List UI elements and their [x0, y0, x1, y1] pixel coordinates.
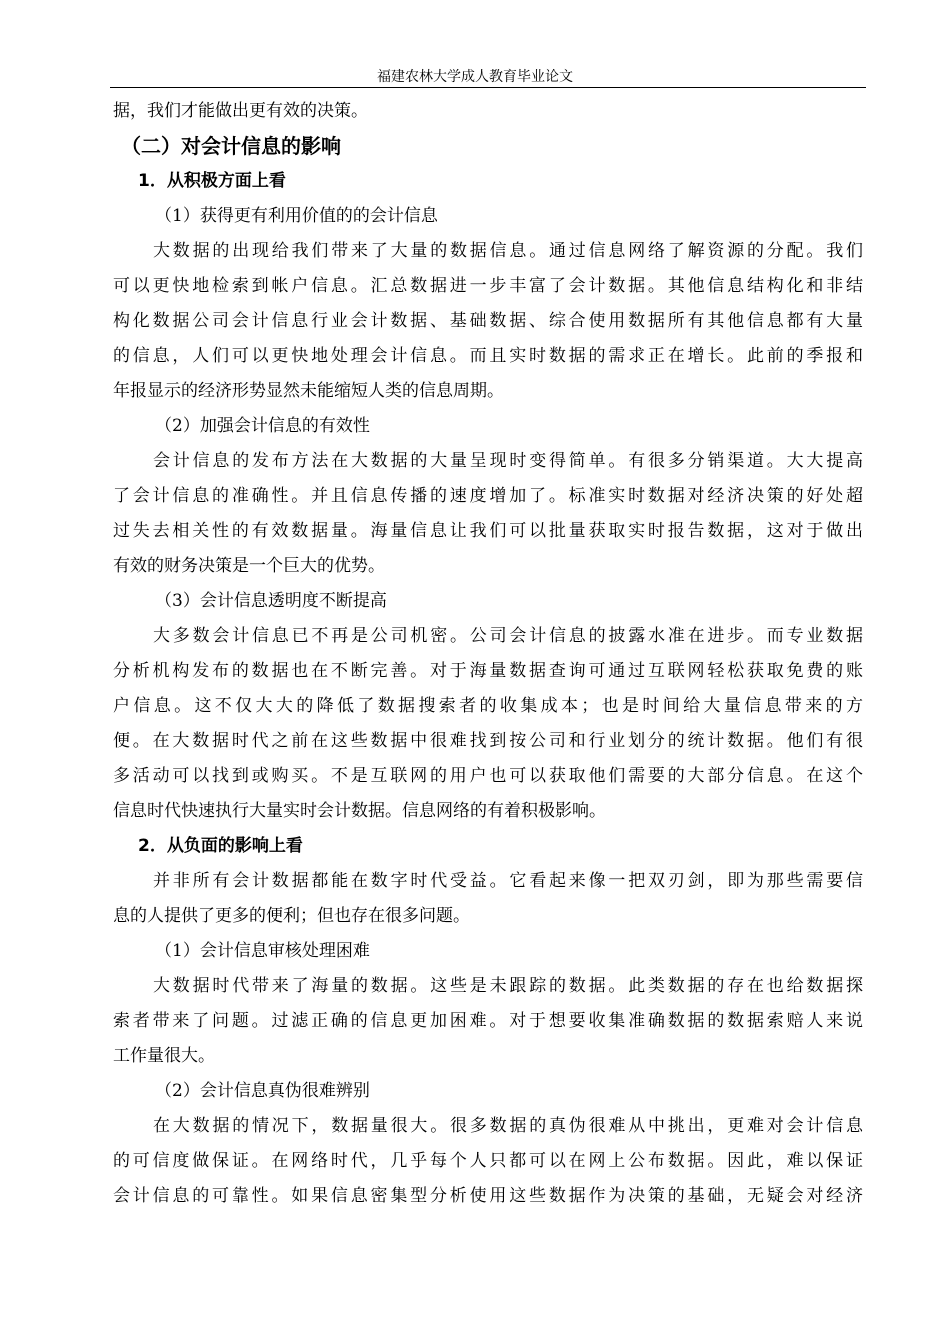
- heading-line: 2．从负面的影响上看: [138, 836, 303, 856]
- paragraph-line: 年报显示的经济形势显然未能缩短人类的信息周期。: [113, 381, 504, 401]
- header-rule: [110, 87, 866, 88]
- paragraph-line: 了会计信息的准确性。并且信息传播的速度增加了。标准实时数据对经济决策的好处超: [113, 486, 863, 506]
- paragraph-line: 的可信度做保证。在网络时代，几乎每个人只都可以在网上公布数据。因此，难以保证: [113, 1151, 863, 1171]
- paragraph-line: 并非所有会计数据都能在数字时代受益。它看起来像一把双刃剑，即为那些需要信: [153, 871, 863, 891]
- heading-line: （3）会计信息透明度不断提高: [155, 591, 387, 611]
- heading-line: （2）会计信息真伪很难辨别: [155, 1081, 370, 1101]
- paragraph-line: 过失去相关性的有效数据量。海量信息让我们可以批量获取实时报告数据，这对于做出: [113, 521, 863, 541]
- heading-line: （1）获得更有利用价值的的会计信息: [155, 206, 438, 226]
- paragraph-line: 构化数据公司会计信息行业会计数据、基础数据、综合使用数据所有其他信息都有大量: [113, 311, 863, 331]
- paragraph-line: 大数据的出现给我们带来了大量的数据信息。通过信息网络了解资源的分配。我们: [153, 241, 863, 261]
- paragraph-line: 有效的财务决策是一个巨大的优势。: [113, 556, 385, 576]
- paragraph-line: 会计信息的发布方法在大数据的大量呈现时变得简单。有很多分销渠道。大大提高: [153, 451, 863, 471]
- paragraph-line: 在大数据的情况下，数据量很大。很多数据的真伪很难从中挑出，更难对会计信息: [153, 1116, 863, 1136]
- heading-line: 1．从积极方面上看: [138, 171, 286, 191]
- paragraph-line: 便。在大数据时代之前在这些数据中很难找到按公司和行业划分的统计数据。他们有很: [113, 731, 863, 751]
- heading-line: （二）对会计信息的影响: [121, 134, 341, 158]
- paragraph-line: 的信息，人们可以更快地处理会计信息。而且实时数据的需求正在增长。此前的季报和: [113, 346, 863, 366]
- heading-line: （2）加强会计信息的有效性: [155, 416, 370, 436]
- heading-line: （1）会计信息审核处理困难: [155, 941, 370, 961]
- paragraph-line: 会计信息的可靠性。如果信息密集型分析使用这些数据作为决策的基础，无疑会对经济: [113, 1186, 863, 1206]
- paragraph-line: 户信息。这不仅大大的降低了数据搜索者的收集成本；也是时间给大量信息带来的方: [113, 696, 863, 716]
- paragraph-line: 大数据时代带来了海量的数据。这些是未跟踪的数据。此类数据的存在也给数据探: [153, 976, 863, 996]
- paragraph-line: 工作量很大。: [113, 1046, 215, 1066]
- paragraph-line: 多活动可以找到或购买。不是互联网的用户也可以获取他们需要的大部分信息。在这个: [113, 766, 863, 786]
- paragraph-line: 据，我们才能做出更有效的决策。: [113, 101, 368, 121]
- paragraph-line: 息的人提供了更多的便利；但也存在很多问题。: [113, 906, 470, 926]
- paragraph-line: 信息时代快速执行大量实时会计数据。信息网络的有着积极影响。: [113, 801, 606, 821]
- page-header: 福建农林大学成人教育毕业论文: [377, 69, 573, 85]
- paragraph-line: 索者带来了问题。过滤正确的信息更加困难。对于想要收集准确数据的数据索赔人来说: [113, 1011, 863, 1031]
- paragraph-line: 分析机构发布的数据也在不断完善。对于海量数据查询可通过互联网轻松获取免费的账: [113, 661, 863, 681]
- paragraph-line: 可以更快地检索到帐户信息。汇总数据进一步丰富了会计数据。其他信息结构化和非结: [113, 276, 863, 296]
- paragraph-line: 大多数会计信息已不再是公司机密。公司会计信息的披露水准在进步。而专业数据: [153, 626, 863, 646]
